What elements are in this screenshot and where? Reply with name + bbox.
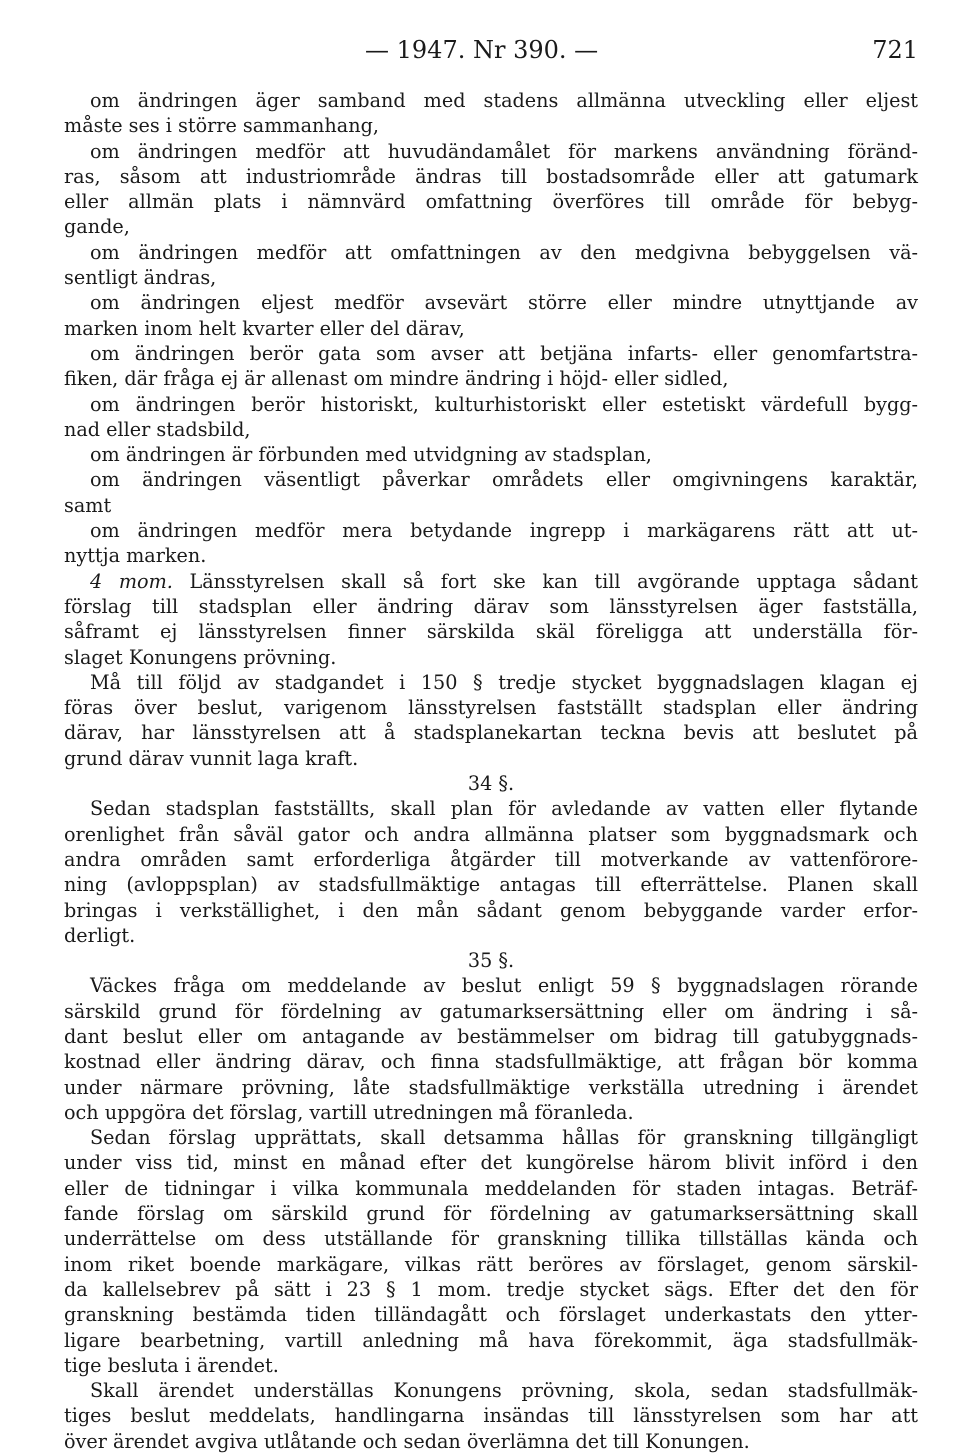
text-line: om ändringen väsentligt påverkar områdets eller omgivningens karaktär, bbox=[90, 468, 918, 492]
text-line: samt bbox=[64, 493, 112, 517]
text-line: ligare bearbetning, vartill anledning må hava förekommit, äga stadsfullmäk- bbox=[64, 1328, 918, 1352]
text-line: därav, har länsstyrelsen att å stadsplanekartan teckna bevis att beslutet på bbox=[64, 721, 918, 745]
text-line: nad eller stadsbild, bbox=[64, 417, 251, 441]
text-line: tige besluta i ärendet. bbox=[64, 1353, 279, 1377]
text-line: da kallelsebrev på sätt i 23 § 1 mom. tredje stycket sägs. Efter det den för bbox=[64, 1277, 918, 1301]
text-line: Väckes fråga om meddelande av beslut enligt 59 § byggnadslagen rörande bbox=[90, 974, 918, 998]
text-line: inom riket boende markägare, vilkas rätt beröres av förslaget, genom särskil- bbox=[64, 1252, 918, 1276]
text-line: om ändringen berör historiskt, kulturhistoriskt eller estetiskt värdefull bygg- bbox=[90, 392, 918, 416]
text-line: Skall ärendet underställas Konungens prövning, skola, sedan stadsfullmäk- bbox=[90, 1379, 918, 1403]
section-heading: 34 §. bbox=[467, 772, 515, 796]
page-header bbox=[0, 36, 960, 76]
text-line: måste ses i större sammanhang, bbox=[64, 114, 379, 138]
header-year-number: — 1947. Nr 390. — bbox=[365, 36, 599, 64]
text-line: derligt. bbox=[64, 923, 136, 947]
text-line: marken inom helt kvarter eller del därav, bbox=[64, 316, 465, 340]
page-number: 721 bbox=[872, 36, 918, 64]
text-line: underrättelse om dess utställande för granskning tillika tillställas kända och bbox=[64, 1227, 918, 1251]
text-line: ning (avloppsplan) av stadsfullmäktige antagas till efterrättelse. Planen skall bbox=[64, 873, 918, 897]
text-line: andra områden samt erforderliga åtgärder till motverkande av vattenförore- bbox=[64, 847, 918, 871]
text-line: under närmare prövning, låte stadsfullmäktige verkställa utredning i ärendet bbox=[64, 1075, 918, 1099]
text-line: ras, såsom att industriområde ändras till bostadsområde eller att gatumark bbox=[64, 164, 918, 188]
text-line: tiges beslut meddelats, handlingarna insändas till länsstyrelsen som har att bbox=[64, 1404, 918, 1428]
text-line: gande, bbox=[64, 215, 130, 239]
text-line: om ändringen äger samband med stadens allmänna utveckling eller eljest bbox=[90, 89, 918, 112]
text-line: Sedan förslag upprättats, skall detsamma hållas för granskning tillgängligt bbox=[90, 1126, 918, 1150]
text-line: föras över beslut, varigenom länsstyrelsen fastställt stadsplan eller ändring bbox=[64, 696, 918, 720]
text-line: bringas i verkställighet, i den mån sådant genom bebyggande varder erfor- bbox=[64, 898, 918, 922]
text-line: såframt ej länsstyrelsen finner särskilda skäl föreligga att underställa för- bbox=[64, 620, 918, 644]
text-line: granskning bestämda tiden tilländagått och förslaget underkastats den ytter- bbox=[64, 1303, 918, 1327]
text-line: under viss tid, minst en månad efter det kungörelse härom blivit införd i den bbox=[64, 1151, 918, 1175]
text-line bbox=[64, 569, 918, 594]
moment-label: 4 mom. bbox=[90, 569, 173, 593]
text-line: fiken, där fråga ej är allenast om mindre ändring i höjd- eller sidled, bbox=[64, 367, 729, 391]
text-line: och uppgöra det förslag, vartill utredningen må föranleda. bbox=[64, 1100, 634, 1124]
text-line: förslag till stadsplan eller ändring därav som länsstyrelsen äger fastställa, bbox=[64, 594, 918, 618]
document-body bbox=[64, 88, 918, 1454]
text-line: om ändringen berör gata som avser att betjäna infarts- eller genomfartstra- bbox=[90, 341, 918, 365]
text-line: eller allmän plats i nämnvärd omfattning överföres till område för bebyg- bbox=[64, 190, 918, 214]
text-line: över ärendet avgiva utlåtande och sedan överlämna det till Konungen. bbox=[64, 1429, 750, 1453]
text-line: grund därav vunnit laga kraft. bbox=[64, 746, 359, 770]
section-heading: 35 §. bbox=[467, 949, 515, 973]
text-line: sentligt ändras, bbox=[64, 266, 217, 290]
text-line: om ändringen medför att omfattningen av den medgivna bebyggelsen vä- bbox=[90, 240, 918, 264]
text-line: Må till följd av stadgandet i 150 § tredje stycket byggnadslagen klagan ej bbox=[90, 670, 918, 694]
text-line: om ändringen medför att huvudändamålet för markens användning föränd- bbox=[90, 139, 918, 163]
text-line-content: Länsstyrelsen skall så fort ske kan till avgörande upptaga sådant bbox=[172, 569, 918, 593]
text-line: om ändringen är förbunden med utvidgning av stadsplan, bbox=[90, 443, 652, 467]
text-line: nyttja marken. bbox=[64, 544, 207, 568]
text-line: eller de tidningar i vilka kommunala meddelanden för staden intagas. Beträf- bbox=[64, 1176, 918, 1200]
text-line: om ändringen eljest medför avsevärt större eller mindre utnyttjande av bbox=[90, 291, 918, 315]
text-line: dant beslut eller om antagande av bestämmelser om bidrag till gatubyggnads- bbox=[64, 1024, 918, 1048]
text-line: kostnad eller ändring därav, och finna stadsfullmäktige, att frågan bör komma bbox=[64, 1050, 918, 1074]
text-line: särskild grund för fördelning av gatumarksersättning eller om ändring i så- bbox=[64, 999, 918, 1023]
text-line: slaget Konungens prövning. bbox=[64, 645, 337, 669]
text-line: orenlighet från såväl gator och andra allmänna platser som byggnadsmark och bbox=[64, 822, 918, 846]
text-line: Sedan stadsplan fastställts, skall plan för avledande av vatten eller flytande bbox=[90, 797, 918, 821]
text-line: om ändringen medför mera betydande ingrepp i markägarens rätt att ut- bbox=[90, 519, 918, 543]
text-line: fande förslag om särskild grund för fördelning av gatumarksersättning skall bbox=[64, 1202, 918, 1226]
